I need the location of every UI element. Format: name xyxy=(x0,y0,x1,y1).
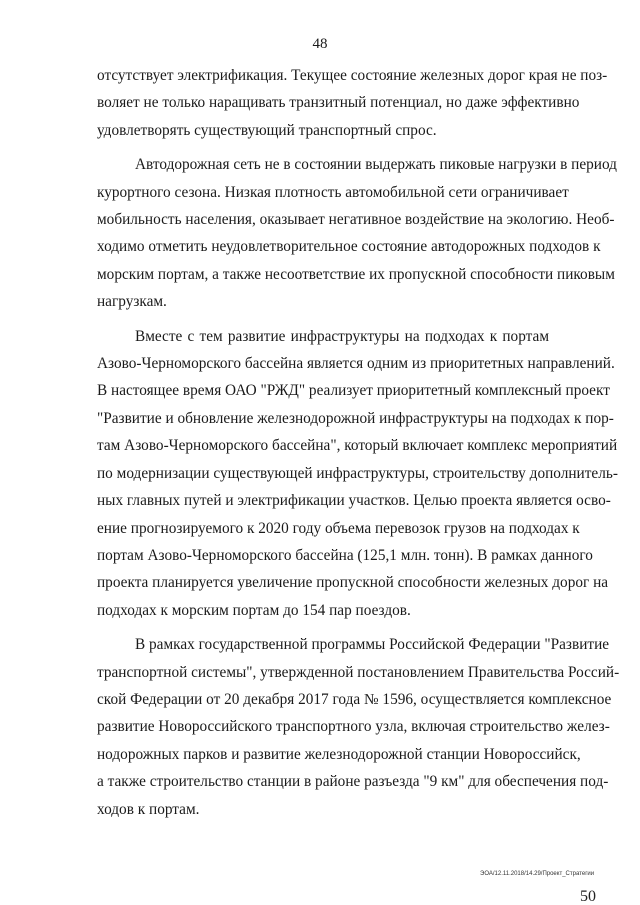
document-body xyxy=(97,62,620,830)
paragraph-4 xyxy=(97,631,620,823)
text-line: В настоящее время ОАО "РЖД" реализует приоритетный комплексный проект xyxy=(97,382,610,400)
text-line: Автодорожная сеть не в состоянии выдержать пиковые нагрузки в период xyxy=(135,156,617,174)
text-line: удовлетворять существующий транспортный спрос. xyxy=(97,121,437,139)
text-line: отсутствует электрификация. Текущее состояние железных дорог края не поз- xyxy=(97,67,608,84)
text-line: нагрузкам. xyxy=(97,293,167,311)
text-line: Вместе с тем развитие инфраструктуры на подходах к портам xyxy=(135,327,549,345)
text-line: морским портам, а также несоответствие их пропускной способности пиковым xyxy=(97,265,615,283)
text-line: транспортной системы", утвержденной постановлением Правительства Россий- xyxy=(97,663,620,681)
text-line: там Азово-Черноморского бассейна", который включает комплекс мероприятий xyxy=(97,437,618,455)
paragraph-3 xyxy=(97,323,618,624)
text-line: мобильность населения, оказывает негативное воздействие на экологию. Необ- xyxy=(97,211,615,229)
text-line: воляет не только наращивать транзитный потенциал, но даже эффективно xyxy=(97,94,580,112)
text-line: проекта планируется увеличение пропускной способности железных дорог на xyxy=(97,574,609,592)
text-line: развитие Новороссийского транспортного узла, включая строительство желез- xyxy=(97,718,610,736)
cut-page-number: 50 xyxy=(580,889,596,905)
text-line: подходах к морским портам до 154 пар поездов. xyxy=(97,601,411,619)
text-line: ных главных путей и электрификации участков. Целью проекта является осво- xyxy=(97,492,611,510)
text-line: ходимо отметить неудовлетворительное состояние автодорожных подходов к xyxy=(97,238,601,256)
text-line: нодорожных парков и развитие железнодорожной станции Новороссийск, xyxy=(97,745,581,763)
text-line: "Развитие и обновление железнодорожной инфраструктуры на подходах к пор- xyxy=(97,409,614,427)
footer-stamp: ЭОА/12.11.2018/14.29/Проект_Стратегии xyxy=(480,871,595,877)
paragraph-2 xyxy=(97,151,617,315)
text-line: В рамках государственной программы Российской Федерации "Развитие xyxy=(135,636,610,654)
text-line: портам Азово-Черноморского бассейна (125,1 млн. тонн). В рамках данного xyxy=(97,546,593,564)
text-line: по модернизации существующей инфраструктуры, строительству дополнитель- xyxy=(97,464,618,482)
text-line: Азово-Черноморского бассейна является одним из приоритетных направлений. xyxy=(97,355,615,373)
page-number: 48 xyxy=(312,36,328,52)
text-line: курортного сезона. Низкая плотность автомобильной сети ограничивает xyxy=(97,183,569,201)
text-line: ение прогнозируемого к 2020 году объема перевозок грузов на подходах к xyxy=(97,519,580,537)
text-line: ской Федерации от 20 декабря 2017 года № 1596, осуществляется комплексное xyxy=(97,690,612,708)
text-line: а также строительство станции в районе разъезда "9 км" для обеспечения под- xyxy=(97,773,609,791)
text-line: ходов к портам. xyxy=(97,800,200,818)
paragraph-1 xyxy=(97,62,608,144)
